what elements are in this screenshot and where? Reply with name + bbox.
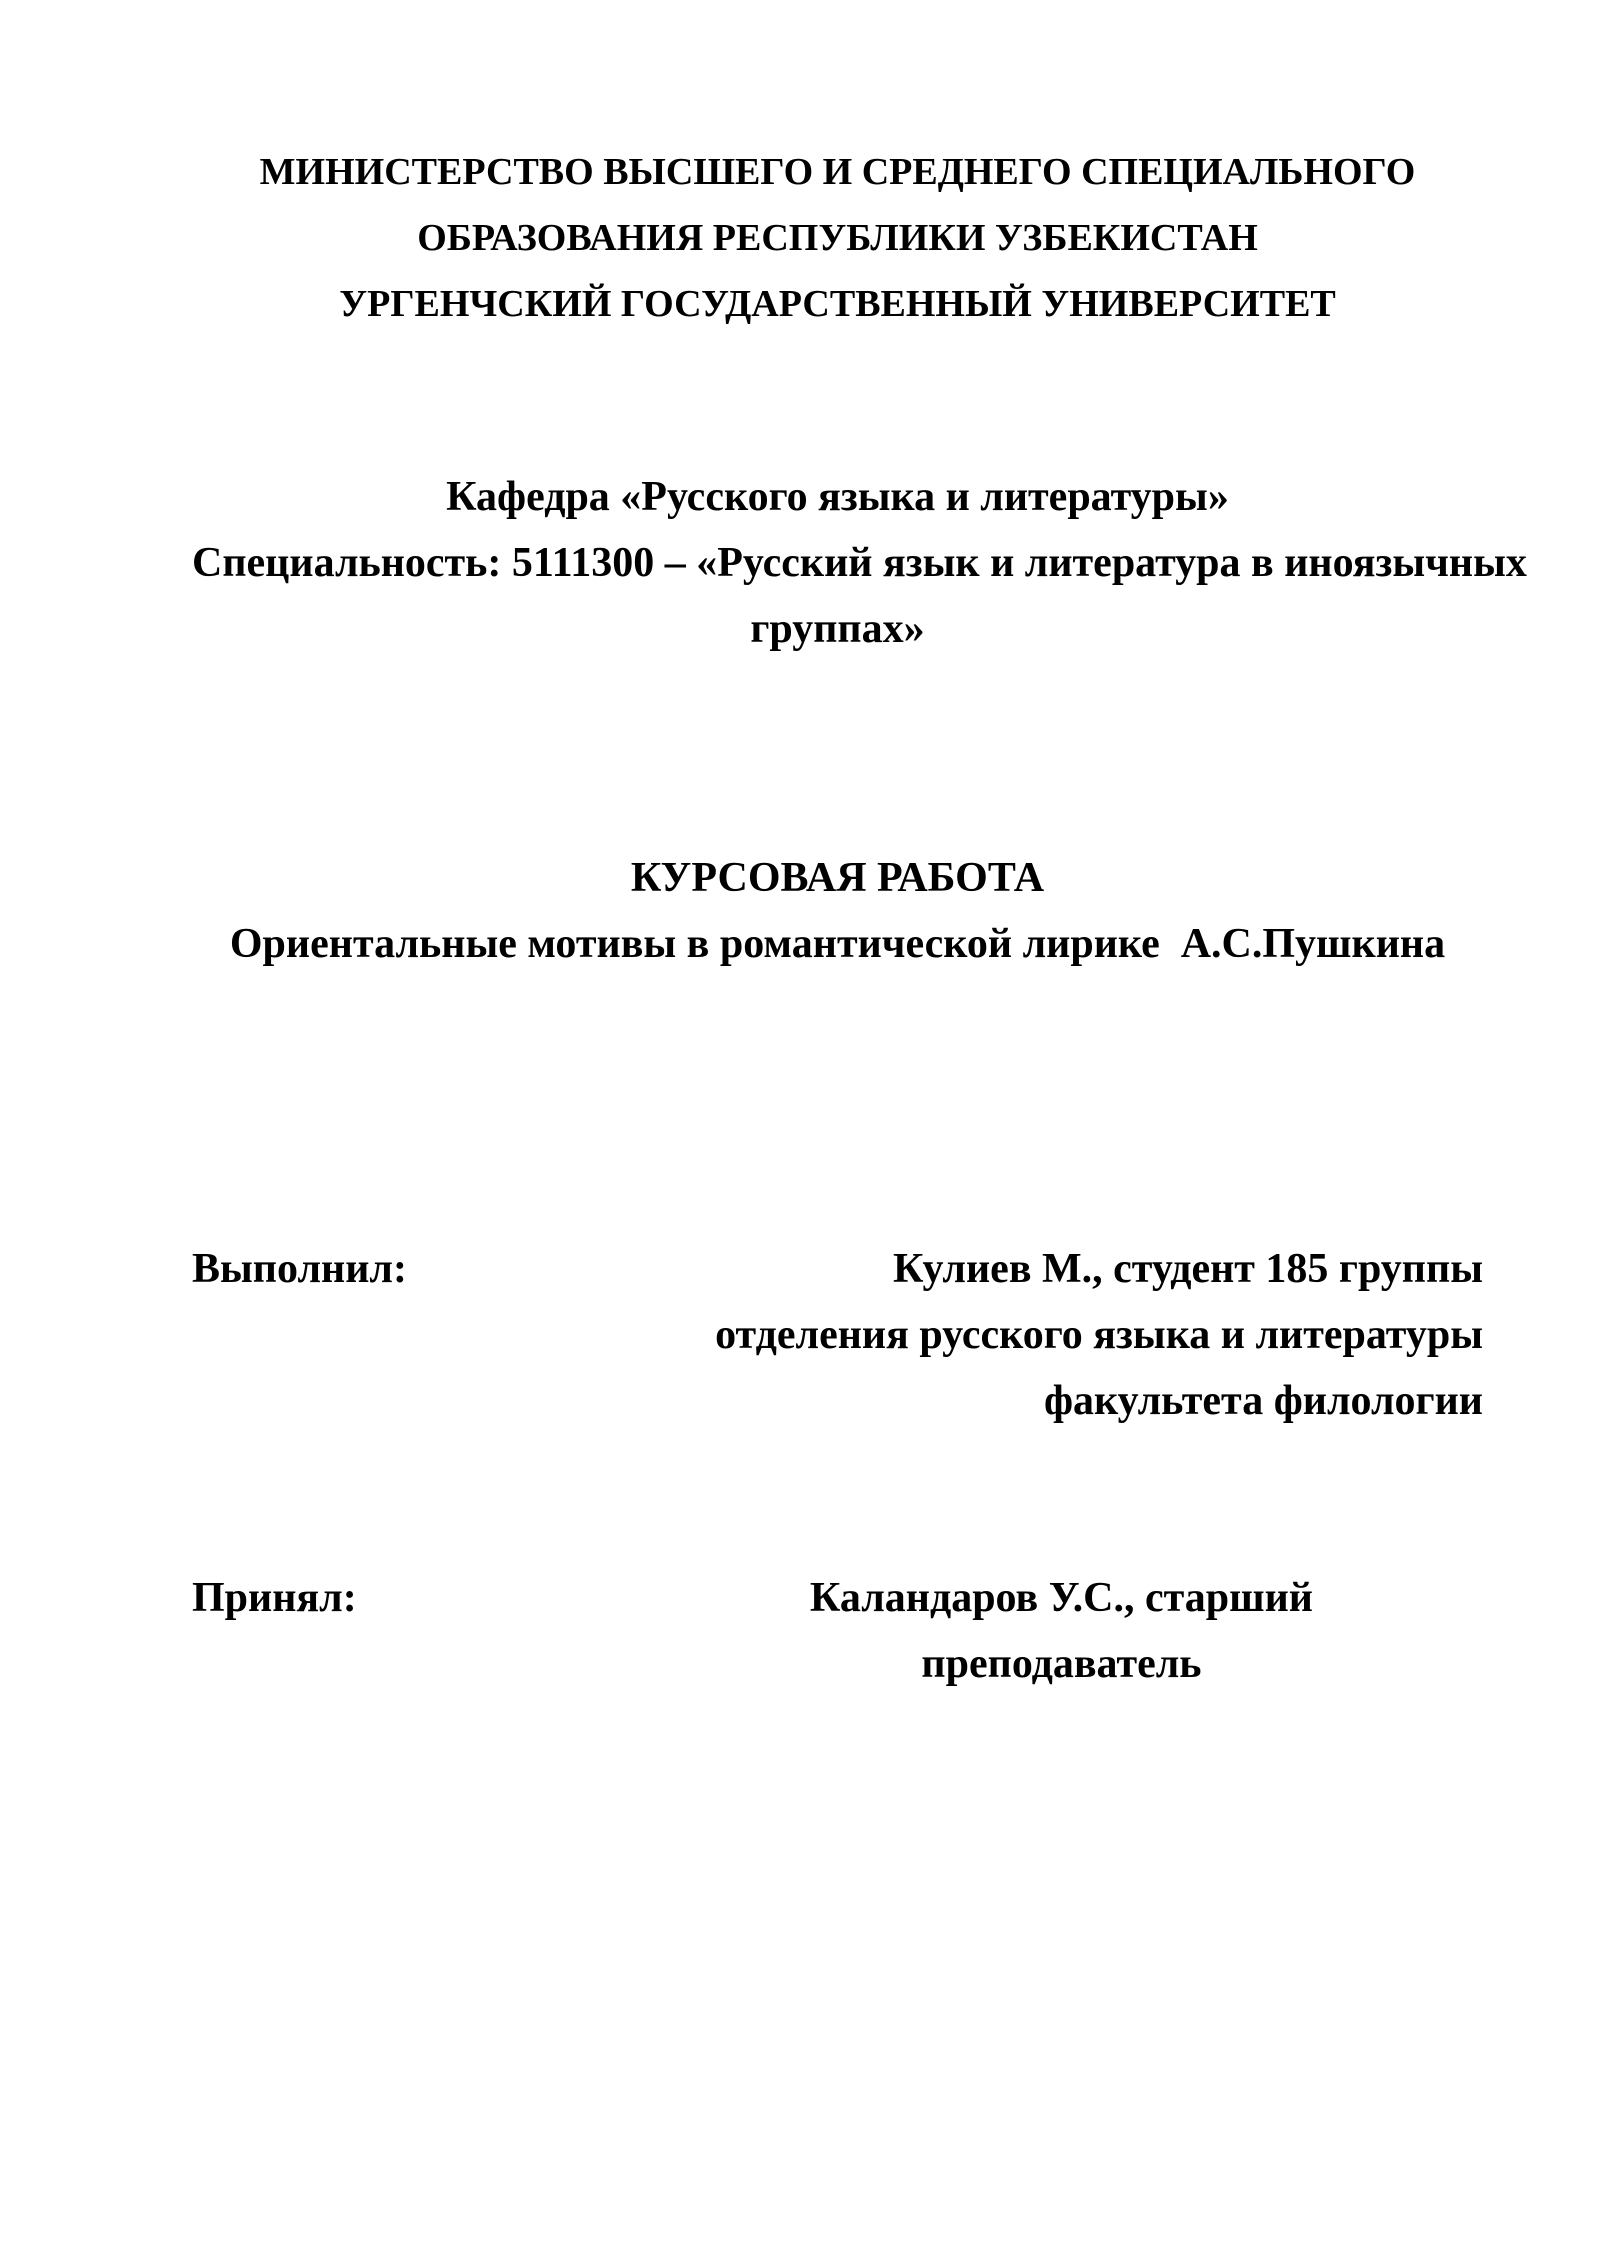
work-title: Ориентальные мотивы в романтической лирике А.С.Пушкина bbox=[229, 921, 1446, 967]
work-title-block bbox=[192, 845, 1483, 977]
accepted-by-row bbox=[192, 1565, 1483, 1697]
department-line: Специальность: 5111300 – «Русский язык и литература в иноязычных bbox=[192, 540, 1527, 586]
ministry-line: МИНИСТЕРСТВО ВЫСШЕГО И СРЕДНЕГО СПЕЦИАЛЬНОГО bbox=[259, 151, 1416, 193]
department-line: группах» bbox=[750, 606, 925, 652]
department-info bbox=[192, 464, 1527, 662]
accepted-by-value bbox=[810, 1565, 1313, 1697]
performed-by-line: факультета филологии bbox=[1043, 1378, 1483, 1424]
performed-by-label: Выполнил: bbox=[192, 1246, 407, 1292]
ministry-header bbox=[192, 139, 1483, 337]
accepted-by-label: Принял: bbox=[192, 1575, 357, 1621]
work-type: КУРСОВАЯ РАБОТА bbox=[630, 855, 1045, 901]
performed-by-line: Кулиев М., студент 185 группы bbox=[893, 1246, 1483, 1292]
performed-by-value bbox=[715, 1236, 1483, 1434]
performed-by-row bbox=[192, 1236, 1483, 1434]
ministry-line: ОБРАЗОВАНИЯ РЕСПУБЛИКИ УЗБЕКИСТАН bbox=[417, 217, 1258, 259]
department-line: Кафедра «Русского языка и литературы» bbox=[446, 474, 1229, 520]
accepted-by-line: преподаватель bbox=[921, 1641, 1202, 1687]
ministry-line: УРГЕНЧСКИЙ ГОСУДАРСТВЕННЫЙ УНИВЕРСИТЕТ bbox=[339, 283, 1336, 325]
performed-by-line: отделения русского языка и литературы bbox=[715, 1312, 1483, 1358]
accepted-by-line: Каландаров У.С., старший bbox=[809, 1575, 1313, 1621]
